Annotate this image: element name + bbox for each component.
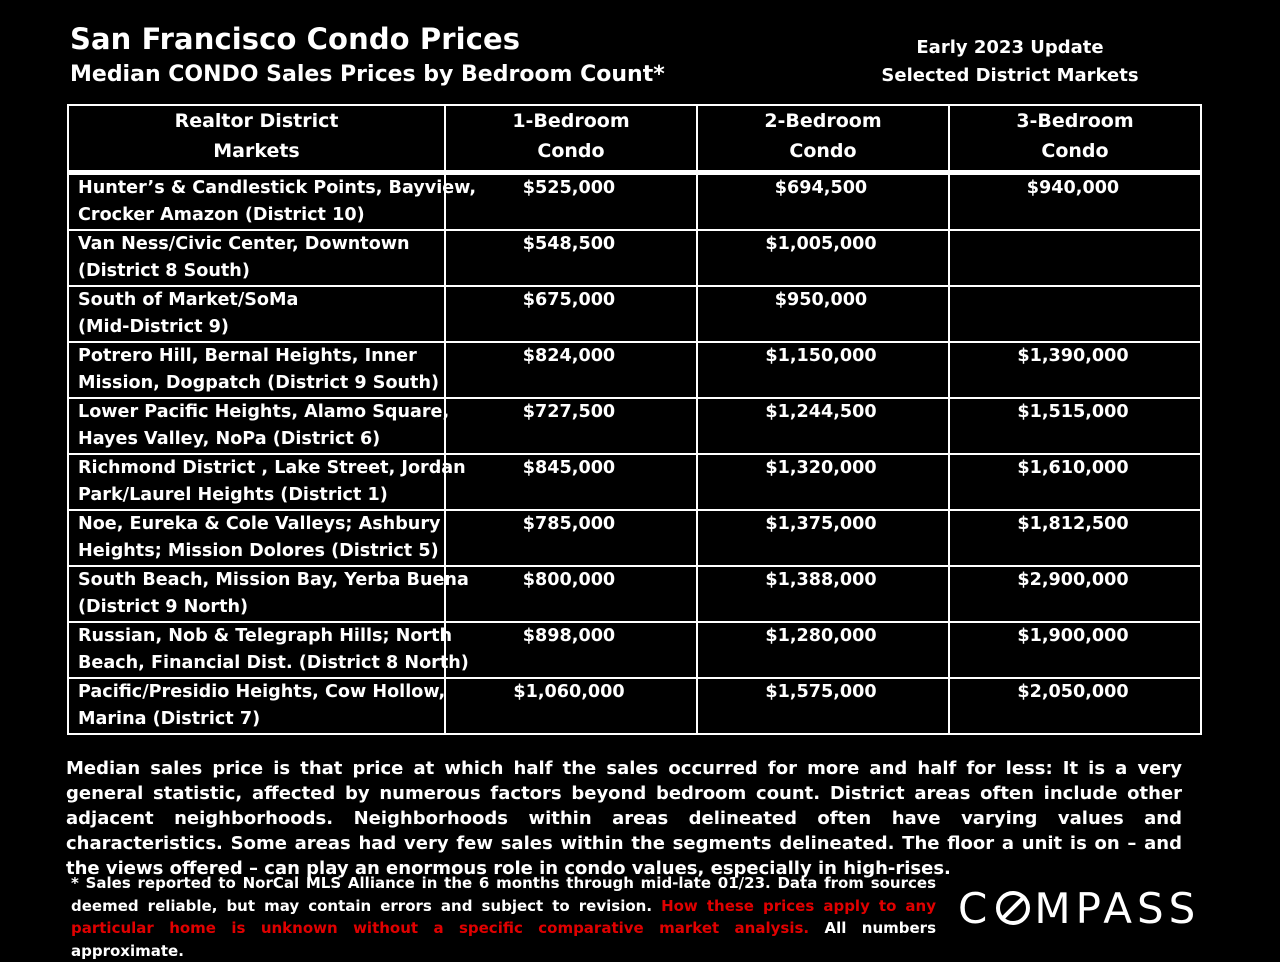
district-line: Potrero Hill, Bernal Heights, Inner xyxy=(78,346,417,366)
district-cell xyxy=(68,230,445,286)
header-line: Condo xyxy=(789,140,857,162)
median-explanation-note: Median sales price is that price at which half the sales occurred for more and half for less: It is a very general statistic, affected by numerous factors beyond bedroom count. District areas often include other adjacent neighborhoods. Neighborhoods within areas delineated often have varying values and characteristics. Some areas had very few sales within the segments delineated. The floor a unit is on – and the views offered – can play an enormous role in condo values, especially in high-rises. xyxy=(66,758,1182,879)
table-row xyxy=(68,286,1201,342)
district-line: Noe, Eureka & Cole Valleys; Ashbury xyxy=(78,514,441,534)
district-line: Pacific/Presidio Heights, Cow Hollow, xyxy=(78,682,446,702)
district-cell xyxy=(68,566,469,622)
header-line: 3-Bedroom xyxy=(1016,110,1134,132)
price-1-bedroom: $1,060,000 xyxy=(445,678,697,734)
condo-price-table xyxy=(67,104,1202,735)
logo-letters: MPASS xyxy=(1034,883,1201,933)
footnote xyxy=(71,872,936,962)
compass-o-icon xyxy=(996,891,1030,925)
district-cell xyxy=(68,510,445,566)
header-line: 2-Bedroom xyxy=(764,110,882,132)
price-1-bedroom: $785,000 xyxy=(445,510,697,566)
page-title: San Francisco Condo Prices xyxy=(70,22,521,56)
price-3-bedroom: $1,610,000 xyxy=(949,454,1201,510)
district-cell xyxy=(68,622,469,678)
district-line: (Mid-District 9) xyxy=(78,317,229,337)
price-1-bedroom: $824,000 xyxy=(445,342,697,398)
table-row xyxy=(68,398,1201,454)
price-3-bedroom: $1,390,000 xyxy=(949,342,1201,398)
price-1-bedroom: $800,000 xyxy=(445,566,697,622)
update-block xyxy=(870,34,1150,90)
price-3-bedroom xyxy=(949,286,1201,342)
table-row xyxy=(68,566,1201,622)
district-cell xyxy=(68,678,445,734)
header-line: Realtor District xyxy=(174,110,339,132)
district-line: (District 8 South) xyxy=(78,261,250,281)
header-1-bedroom xyxy=(445,105,697,173)
price-2-bedroom: $1,005,000 xyxy=(697,230,949,286)
district-line: Mission, Dogpatch (District 9 South) xyxy=(78,373,440,393)
district-line: (District 9 North) xyxy=(78,597,249,617)
price-1-bedroom: $675,000 xyxy=(445,286,697,342)
district-line: Heights; Mission Dolores (District 5) xyxy=(78,541,439,561)
page-subtitle: Median CONDO Sales Prices by Bedroom Count* xyxy=(70,62,665,87)
price-2-bedroom: $950,000 xyxy=(697,286,949,342)
district-line: Marina (District 7) xyxy=(78,709,261,729)
district-line: South Beach, Mission Bay, Yerba Buena xyxy=(78,570,469,590)
district-line: Lower Pacific Heights, Alamo Square, xyxy=(78,402,450,422)
table-row xyxy=(68,342,1201,398)
header-line: Markets xyxy=(213,140,300,162)
table-body xyxy=(68,173,1201,735)
district-selection-label: Selected District Markets xyxy=(881,65,1139,86)
price-3-bedroom: $2,900,000 xyxy=(949,566,1201,622)
header-line: 1-Bedroom xyxy=(512,110,630,132)
district-line: Crocker Amazon (District 10) xyxy=(78,205,365,225)
price-2-bedroom: $1,244,500 xyxy=(697,398,949,454)
price-1-bedroom: $548,500 xyxy=(445,230,697,286)
update-label: Early 2023 Update xyxy=(916,37,1104,58)
footnote-warning: How these prices apply to any particular home is unknown without a specific comparative market analysis. xyxy=(71,896,937,937)
header-3-bedroom xyxy=(949,105,1201,173)
price-2-bedroom: $1,280,000 xyxy=(697,622,949,678)
district-line: Hunter’s & Candlestick Points, Bayview, xyxy=(78,178,476,198)
title-block xyxy=(70,22,665,87)
price-1-bedroom: $845,000 xyxy=(445,454,697,510)
district-line: South of Market/SoMa xyxy=(78,290,299,310)
table-header-row xyxy=(68,105,1201,173)
header-2-bedroom xyxy=(697,105,949,173)
district-line: Beach, Financial Dist. (District 8 North) xyxy=(78,653,469,673)
compass-logo xyxy=(958,880,1200,936)
price-2-bedroom: $1,150,000 xyxy=(697,342,949,398)
price-1-bedroom: $898,000 xyxy=(445,622,697,678)
district-cell xyxy=(68,342,445,398)
footnote-source: * Sales reported to NorCal MLS Alliance in the 6 months through mid-late 01/23. Data from sources deemed reliable, but may contain errors and subject to revision. xyxy=(71,874,936,915)
table-row xyxy=(68,622,1201,678)
price-1-bedroom: $727,500 xyxy=(445,398,697,454)
header-district xyxy=(68,105,445,173)
district-line: Russian, Nob & Telegraph Hills; North xyxy=(78,626,453,646)
district-cell xyxy=(68,286,445,342)
header-line: Condo xyxy=(1041,140,1109,162)
table-row xyxy=(68,454,1201,510)
price-3-bedroom xyxy=(949,230,1201,286)
price-2-bedroom: $694,500 xyxy=(697,173,949,231)
price-3-bedroom: $1,812,500 xyxy=(949,510,1201,566)
price-3-bedroom: $2,050,000 xyxy=(949,678,1201,734)
price-2-bedroom: $1,575,000 xyxy=(697,678,949,734)
table-row xyxy=(68,230,1201,286)
district-cell xyxy=(68,454,466,510)
footnote-approx: All numbers approximate. xyxy=(71,919,937,960)
price-2-bedroom: $1,320,000 xyxy=(697,454,949,510)
price-3-bedroom: $1,515,000 xyxy=(949,398,1201,454)
district-line: Van Ness/Civic Center, Downtown xyxy=(78,234,410,254)
table-row xyxy=(68,678,1201,734)
district-line: Hayes Valley, NoPa (District 6) xyxy=(78,429,381,449)
district-line: Park/Laurel Heights (District 1) xyxy=(78,485,388,505)
price-3-bedroom: $1,900,000 xyxy=(949,622,1201,678)
price-2-bedroom: $1,388,000 xyxy=(697,566,949,622)
district-cell xyxy=(68,173,476,231)
header-line: Condo xyxy=(537,140,605,162)
price-2-bedroom: $1,375,000 xyxy=(697,510,949,566)
district-line: Richmond District , Lake Street, Jordan xyxy=(78,458,466,478)
logo-letter-c: C xyxy=(958,883,993,933)
table-row xyxy=(68,510,1201,566)
price-3-bedroom: $940,000 xyxy=(949,173,1201,231)
district-cell xyxy=(68,398,450,454)
price-1-bedroom: $525,000 xyxy=(445,173,697,231)
table-row xyxy=(68,173,1201,231)
